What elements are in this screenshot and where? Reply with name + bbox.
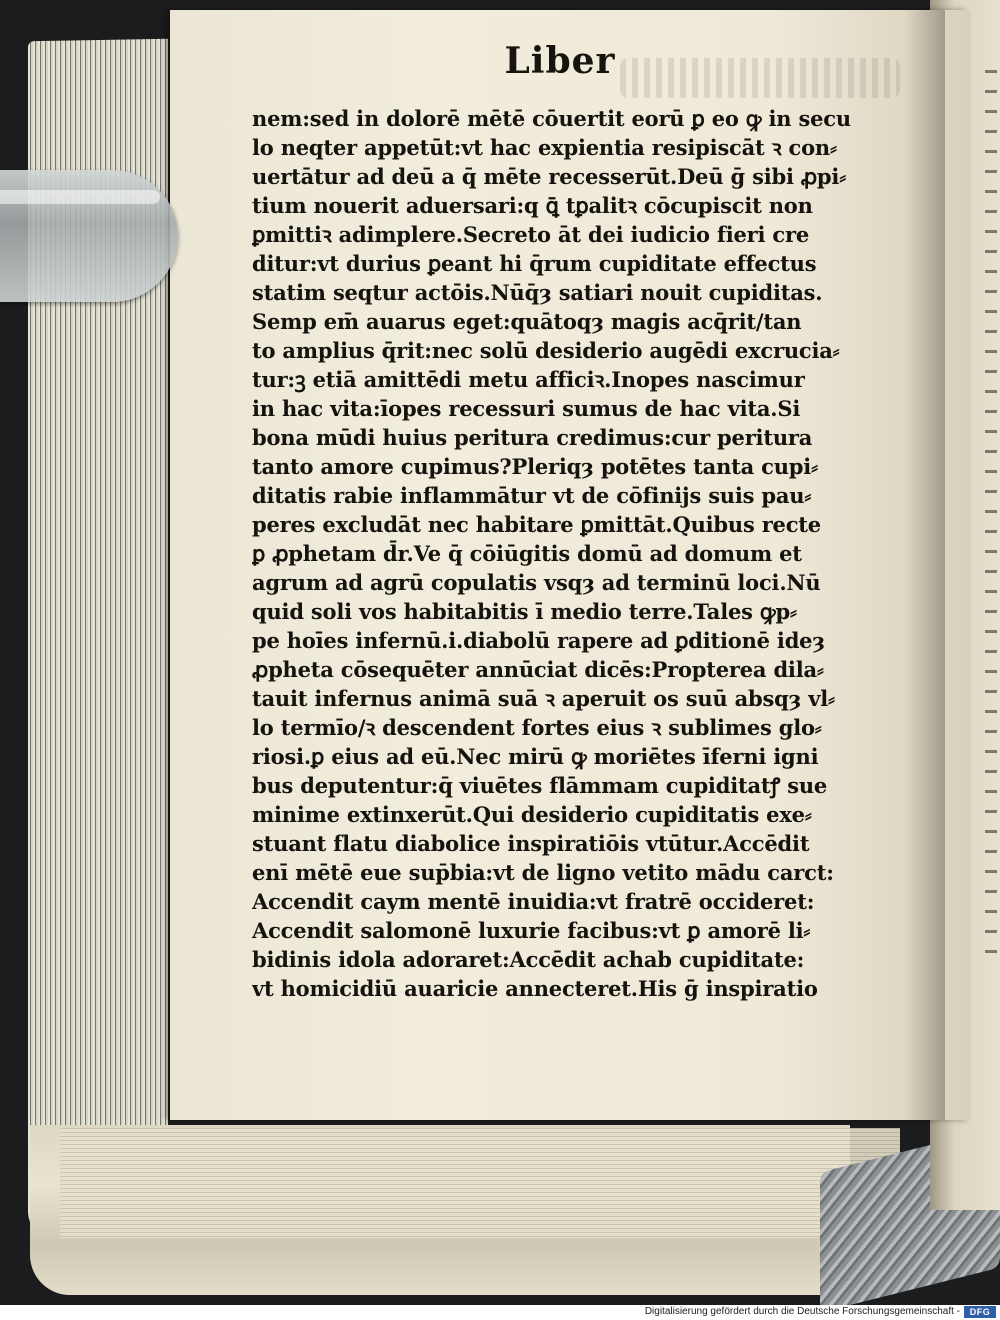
text-line: uertātur ad deū a q̄ mēte recesserūt.Deū ḡ sibi ꝓpi⸗	[252, 164, 846, 189]
dfg-logo: DFG	[964, 1306, 996, 1318]
book-bottom-page-lines	[60, 1128, 900, 1238]
text-line: ditur:vt durius ꝑeant hi q̄rum cupiditate effectus	[252, 251, 817, 276]
text-line: tium nouerit aduersari:q ꝗ̄ tꝑalitꝛ cōcupiscit non	[252, 193, 813, 218]
text-line: pe hoīes infernū.i.diabolū rapere ad ꝑditionē ideȝ	[252, 628, 825, 653]
text-line: nem:sed in dolorē mētē cōuertit eorū ꝑ eo ꝙ in secu	[252, 106, 851, 131]
text-line: stuant flatu diabolice inspiratiōis vtūtur.Accēdit	[252, 831, 810, 856]
text-line: minime extinxerūt.Qui desiderio cupiditatis exe⸗	[252, 802, 812, 827]
text-line: bidinis idola adoraret:Accēdit achab cupiditate:	[252, 947, 805, 972]
text-line: ꝑ ꝓphetam d̄r.Ve q̄ cōiūgitis domū ad domum et	[252, 541, 802, 566]
text-line: ꝓpheta cōsequēter annūciat dicēs:Propterea dila⸗	[252, 657, 824, 682]
text-line: peres excludāt nec habitare ꝑmittāt.Quibus recte	[252, 512, 821, 537]
text-line: ꝑmittiꝛ adimplere.Secreto āt dei iudicio fieri cre	[252, 222, 810, 247]
text-line: agrum ad agrū copulatis vsqȝ ad terminū loci.Nū	[252, 570, 821, 595]
text-line: Accendit caym mentē inuidia:vt fratrē occideret:	[252, 889, 815, 914]
text-line: in hac vita:īopes recessuri sumus de hac vita.Si	[252, 396, 801, 421]
text-line: bus deputentur:q̄ viuētes flāmmam cupiditatꝭ sue	[252, 773, 828, 798]
text-line: enī mētē eue sup̄bia:vt de ligno vetito mādu carct:	[252, 860, 834, 885]
gutter-shadow	[905, 10, 945, 1120]
text-line: riosi.ꝑ eius ad eū.Nec mirū ꝙ moriētes īferni igni	[252, 744, 819, 769]
text-line: Semp em̄ auarus eget:quātoqȝ magis acq̄rit/tan	[252, 309, 802, 334]
page-heading: Liber	[504, 40, 616, 82]
text-line: vt homicidiū auaricie annecteret.His ḡ inspiratio	[252, 976, 818, 1001]
show-through-text	[620, 58, 900, 98]
text-line: bona mūdi huius peritura credimus:cur peritura	[252, 425, 813, 450]
funding-credit: Digitalisierung gefördert durch die Deutsche Forschungsgemeinschaft -	[644, 1306, 960, 1317]
text-line: tur:ꝫ etiā amittēdi metu afficiꝛ.Inopes nascimur	[252, 367, 805, 392]
text-line: Accendit salomonē luxurie facibus:vt ꝑ amorē li⸗	[252, 918, 811, 943]
text-line: tanto amore cupimus?Pleriqȝ potētes tanta cupi⸗	[252, 454, 818, 479]
text-line: lo neqter appetūt:vt hac expientia resipiscāt ꝛ con⸗	[252, 135, 837, 160]
facing-page-text-fragment	[985, 70, 997, 970]
text-line: to amplius q̄rit:nec solū desiderio augēdi excrucia⸗	[252, 338, 840, 363]
page-holder-highlight	[0, 190, 160, 204]
text-line: lo termīo/ꝛ descendent fortes eius ꝛ sublimes glo⸗	[252, 715, 822, 740]
text-line: statim seqtur actōis.Nūq̄ȝ satiari nouit cupiditas.	[252, 280, 823, 305]
text-line: tauit infernus animā suā ꝛ aperuit os suū absqȝ vl⸗	[252, 686, 835, 711]
text-line: quid soli vos habitabitis ī medio terre.Tales ꝙp⸗	[252, 599, 797, 624]
page-body-text	[252, 104, 862, 1003]
text-line: ditatis rabie inflammātur vt de cōfinijs suis pau⸗	[252, 483, 812, 508]
